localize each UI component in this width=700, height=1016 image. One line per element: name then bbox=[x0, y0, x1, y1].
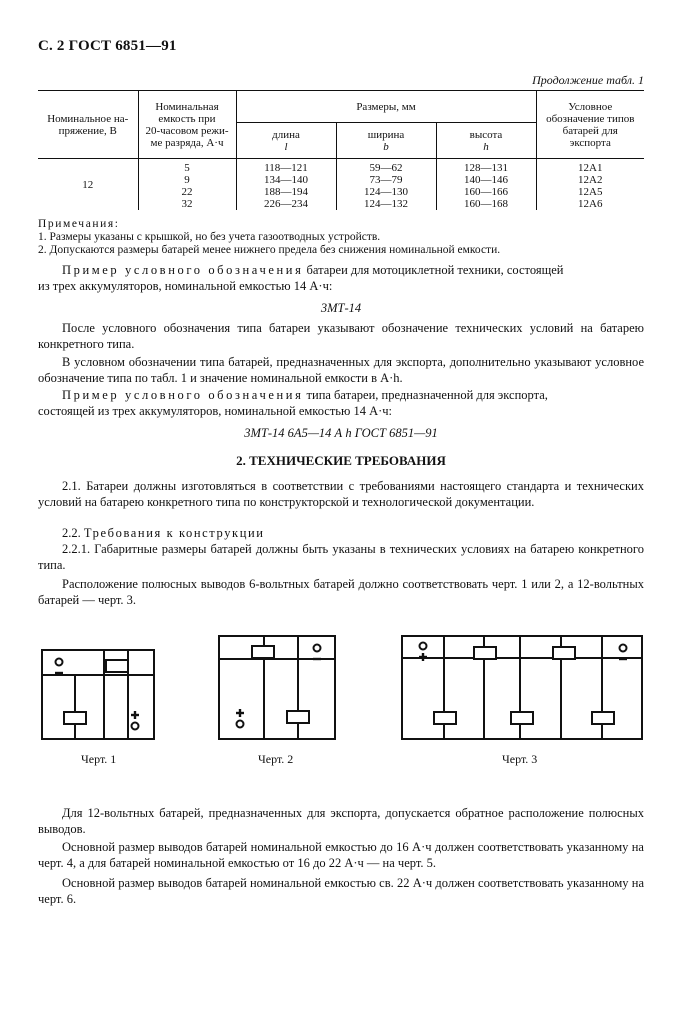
figure-3-terminal-bottom-3 bbox=[592, 712, 614, 724]
example-2: Пример условного обозначения типа батареи, предназначенной для экспорта, состоящей из трех аккумуляторов, номинальной емкостью 14 А·ч: 3МТ-14 6А5—14 А h ГОСТ 6851—91 bbox=[38, 387, 644, 441]
figure-3-positive-pole-icon bbox=[420, 643, 427, 650]
figure-2-terminal-top bbox=[252, 646, 274, 658]
note-1: 1. Размеры указаны с крышкой, но без учета газоотводных устройств. bbox=[38, 231, 381, 243]
cell-capacity: 5 9 22 32 bbox=[138, 159, 236, 211]
example-1-formula: 3МТ-14 bbox=[320, 301, 362, 315]
col-dimensions-header: Размеры, мм bbox=[236, 91, 536, 123]
cell-width: 59—62 73—79 124—130 124—132 bbox=[336, 159, 436, 211]
col-length-header: длина l bbox=[236, 123, 336, 159]
example-2-formula: 3МТ-14 6А5—14 А h ГОСТ 6851—91 bbox=[244, 426, 438, 440]
paragraph-1: После условного обозначения типа батареи указывают обозначение технических условий на батарею конкретного типа. bbox=[38, 321, 644, 351]
figure-3-terminal-top-1 bbox=[474, 647, 496, 659]
cell-height: 128—131 140—146 160—166 160—168 bbox=[436, 159, 536, 211]
paragraph-2-2-1: 2.2.1. Габаритные размеры батарей должны быть указаны в технических условиях на батарею конкретного типа. bbox=[38, 542, 644, 572]
figure-3-terminal-bottom-1 bbox=[434, 712, 456, 724]
col-voltage-header: Номинальное на- пряжение, В bbox=[38, 91, 138, 159]
paragraph-terminal-size-16: Основной размер выводов батарей номинальной емкостью до 16 А·ч должен соответствовать указанному на черт. 4, а для батарей номинальной емкостью от 16 до 22 А·ч — на черт. 5. bbox=[38, 840, 644, 870]
figure-1-negative-pole-icon bbox=[56, 659, 63, 666]
figure-1-terminal-bottom bbox=[64, 712, 86, 724]
figure-3-caption: Черт. 3 bbox=[502, 752, 538, 766]
figure-1-terminal-top bbox=[106, 660, 128, 672]
example-1: Пример условного обозначения батареи для мотоциклетной техники, состоящей из трех аккумуляторов, номинальной емкостью 14 А·ч: 3МТ-14 bbox=[38, 262, 644, 316]
figure-3-terminal-top-2 bbox=[553, 647, 575, 659]
figure-2-positive-pole-icon bbox=[237, 721, 244, 728]
col-height-header: высота h bbox=[436, 123, 536, 159]
figure-2-negative-pole-icon bbox=[314, 645, 321, 652]
note-2: 2. Допускаются размеры батарей менее нижнего предела без снижения номинальной емкости. bbox=[38, 244, 501, 256]
figure-3-negative-pole-icon bbox=[620, 645, 627, 652]
figure-1-battery bbox=[42, 650, 154, 739]
figure-3-terminal-bottom-2 bbox=[511, 712, 533, 724]
paragraph-terminal-size-22: Основной размер выводов батарей номинальной емкостью св. 22 А·ч должен соответствовать указанному на черт. 6. bbox=[38, 876, 644, 906]
figure-2-caption: Черт. 2 bbox=[258, 752, 294, 766]
figure-2-terminal-bottom bbox=[287, 711, 309, 723]
cell-voltage: 12 bbox=[82, 178, 94, 191]
figure-1-positive-pole-icon bbox=[132, 723, 139, 730]
section-heading: 2. ТЕХНИЧЕСКИЕ ТРЕБОВАНИЯ bbox=[236, 453, 446, 468]
paragraph-export-reverse: Для 12-вольтных батарей, предназначенных для экспорта, допускается обратное расположение полюсных выводов. bbox=[38, 806, 644, 836]
figure-1-caption: Черт. 1 bbox=[81, 752, 117, 766]
paragraph-terminal-layout: Расположение полюсных выводов 6-вольтных батарей должно соответствовать черт. 1 или 2, а 12-вольтных батарей — черт. 3. bbox=[38, 577, 644, 607]
col-width-header: ширина b bbox=[336, 123, 436, 159]
paragraph-2-2: 2.2. Требования к конструкции bbox=[62, 526, 265, 540]
col-capacity-header: Номинальная емкость при 20-часовом режи- ме разряда, А·ч bbox=[138, 91, 236, 159]
page-header: С. 2 ГОСТ 6851—91 bbox=[38, 38, 177, 54]
paragraph-2: В условном обозначении типа батарей, предназначенных для экспорта, дополнительно указывают условное обозначение типа по табл. 1 и значение номинальной емкости в А·h. bbox=[38, 355, 644, 385]
example-2-lead: Пример условного обозначения bbox=[62, 388, 304, 402]
paragraph-2-1: 2.1. Батареи должны изготовляться в соответствии с требованиями настоящего стандарта и технических условий на батарею конкретного типа по конструкторской и технологической документации. bbox=[38, 479, 644, 509]
cell-length: 118—121 134—140 188—194 226—234 bbox=[236, 159, 336, 211]
col-type-header: Условное обозначение типов батарей для экспорта bbox=[536, 91, 644, 159]
example-1-lead: Пример условного обозначения bbox=[62, 263, 304, 277]
cell-type: 12А1 12А2 12А5 12А6 bbox=[536, 159, 644, 211]
table-continuation-label: Продолжение табл. 1 bbox=[532, 73, 644, 87]
notes-title: Примечания: bbox=[38, 218, 120, 230]
